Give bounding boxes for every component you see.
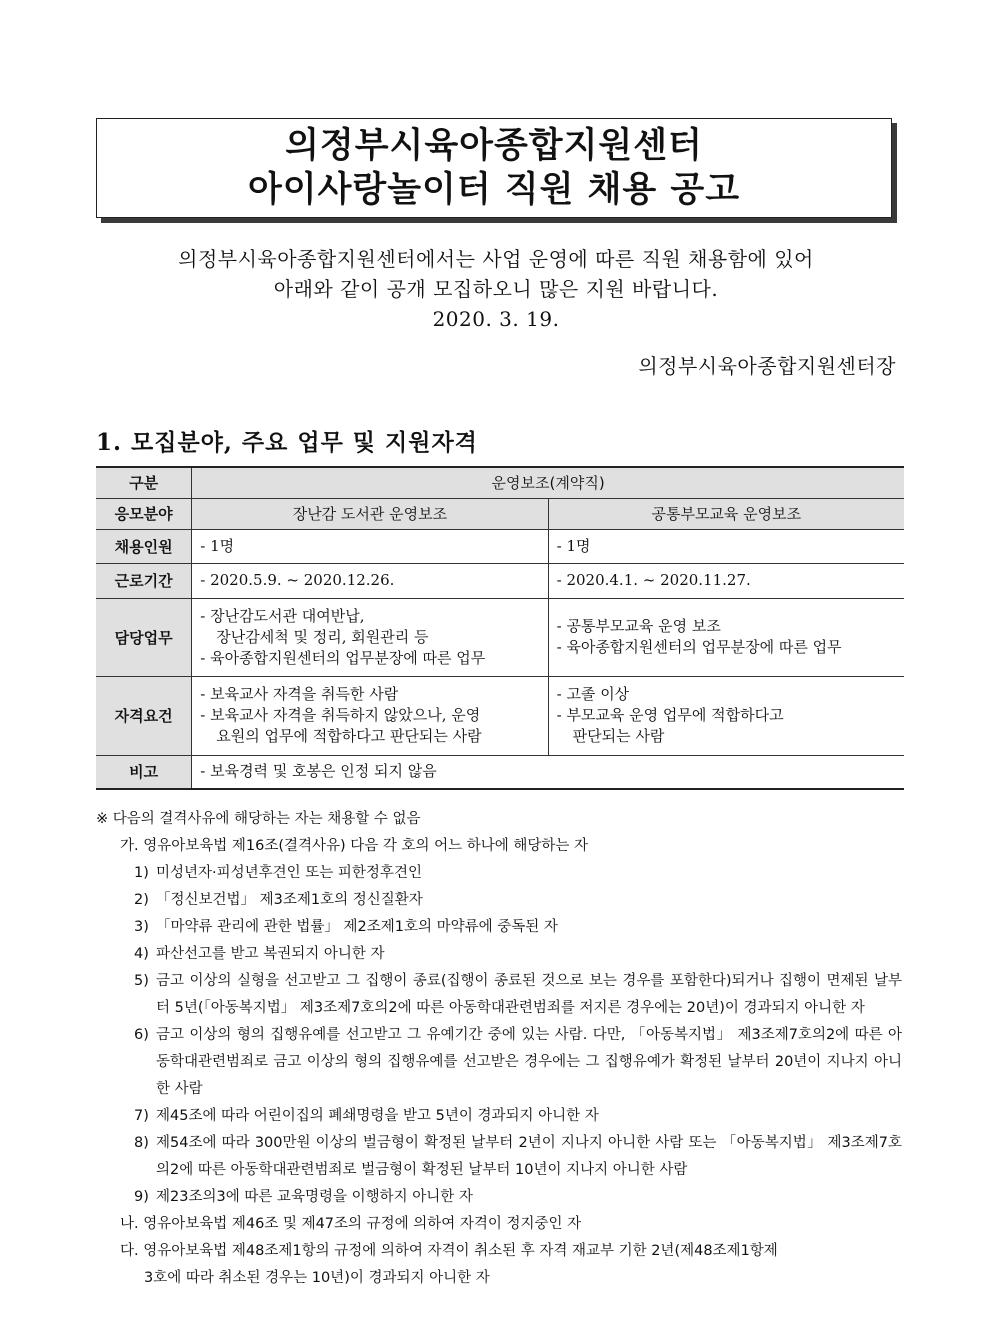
- table-row-note: [96, 755, 904, 789]
- duties-col-2-line-2: - 육아종합지원센터의 업무분장에 따른 업무: [556, 638, 842, 656]
- list-item-text: 제54조에 따라 300만원 이상의 벌금형이 확정된 날부터 2년이 지나지 아니한 사람 또는 「아동복지법」 제3조제7호의2에 따른 아동학대관련범죄로 벌금형이 확정된 날부터 10년이 지나지 아니한 사람: [156, 1135, 902, 1178]
- recruitment-table: [96, 466, 904, 790]
- table-row-field: [96, 498, 904, 529]
- list-item-number: 2): [134, 892, 149, 908]
- duties-col-1: [192, 598, 548, 676]
- list-item: [96, 860, 902, 887]
- list-item-text: 미성년자·피성년후견인 또는 피한정후견인: [156, 865, 422, 881]
- intro-line-2: 아래와 같이 공개 모집하오니 많은 지원 바랍니다.: [273, 277, 719, 301]
- qualification-col-2-line-3: 판단되는 사람: [572, 727, 665, 745]
- notes-ga: 가. 영유아보육법 제16조(결격사유) 다음 각 호의 어느 하나에 해당하는 자: [120, 838, 589, 854]
- table-row-headcount: [96, 529, 904, 563]
- title-box: [96, 118, 892, 218]
- duties-col-2-line-1: - 공통부모교육 운영 보조: [556, 617, 721, 635]
- field-col-2: 공통부모교육 운영보조: [548, 498, 904, 529]
- row-label-field: 응모분야: [96, 498, 192, 529]
- list-item: [96, 914, 902, 941]
- table-row-category: [96, 467, 904, 498]
- qualification-col-2-line-2: - 부모교육 운영 업무에 적합하다고: [556, 706, 784, 724]
- notes-da-line-2: 3호에 따라 취소된 경우는 10년)이 경과되지 아니한 자: [144, 1270, 490, 1286]
- list-item: [96, 1103, 902, 1130]
- list-item-text: 「정신보건법」 제3조제1호의 정신질환자: [156, 892, 423, 908]
- qualification-col-1: [192, 676, 548, 755]
- period-col-1: - 2020.5.9. ~ 2020.12.26.: [192, 563, 548, 598]
- headcount-col-1: - 1명: [192, 529, 548, 563]
- table-row-duties: [96, 598, 904, 676]
- row-label-headcount: 채용인원: [96, 529, 192, 563]
- list-item-number: 3): [134, 919, 149, 935]
- list-item: [96, 941, 902, 968]
- period-col-2: - 2020.4.1. ~ 2020.11.27.: [548, 563, 904, 598]
- row-label-qualification: 자격요건: [96, 676, 192, 755]
- signer: 의정부시육아종합지원센터장: [638, 354, 896, 378]
- list-item-text: 제23조의3에 따른 교육명령을 이행하지 아니한 자: [156, 1189, 473, 1205]
- list-item: [96, 1130, 902, 1184]
- headcount-col-2: - 1명: [548, 529, 904, 563]
- category-value: 운영보조(계약직): [192, 467, 904, 498]
- title-line-1: 의정부시육아종합지원센터: [285, 126, 703, 166]
- list-item-number: 4): [134, 946, 149, 962]
- list-item: [96, 887, 902, 914]
- qualification-col-2: [548, 676, 904, 755]
- note-value: - 보육경력 및 호봉은 인정 되지 않음: [192, 755, 904, 789]
- qualification-col-1-line-1: - 보육교사 자격을 취득한 사람: [200, 685, 399, 703]
- notes-main: ※ 다음의 결격사유에 해당하는 자는 채용할 수 없음: [96, 811, 421, 827]
- intro-line-1: 의정부시육아종합지원센터에서는 사업 운영에 따른 직원 채용함에 있어: [178, 247, 814, 271]
- list-item-number: 9): [134, 1189, 149, 1205]
- notes-da-line-1: 다. 영유아보육법 제48조제1항의 규정에 의하여 자격이 취소된 후 자격 재교부 기한 2년(제48조제1항제: [120, 1243, 778, 1259]
- table-row-qualification: [96, 676, 904, 755]
- row-label-category: 구분: [96, 467, 192, 498]
- duties-col-1-line-2: 장난감세척 및 정리, 회원관리 등: [216, 627, 429, 646]
- list-item-text: 「마약류 관리에 관한 법률」 제2조제1호의 마약류에 중독된 자: [156, 919, 558, 935]
- list-item-number: 1): [134, 865, 149, 881]
- title-line-2: 아이사랑놀이터 직원 채용 공고: [247, 170, 741, 210]
- list-item-number: 5): [134, 973, 149, 989]
- field-col-1: 장난감 도서관 운영보조: [192, 498, 548, 529]
- intro-block: [100, 244, 892, 334]
- section-1-heading: 1. 모집분야, 주요 업무 및 지원자격: [96, 429, 478, 456]
- disqualification-notes: [96, 806, 902, 1292]
- list-item-number: 6): [134, 1027, 149, 1043]
- list-item-text: 파산선고를 받고 복권되지 아니한 자: [156, 946, 385, 962]
- list-item: [96, 1184, 902, 1211]
- row-label-period: 근로기간: [96, 563, 192, 598]
- list-item-text: 금고 이상의 실형을 선고받고 그 집행이 종료(집행이 종료된 것으로 보는 경우를 포함한다)되거나 집행이 면제된 날부터 5년(「아동복지법」 제3조제7호의2에 따른 아동학대관련범죄를 저지른 경우에는 20년)이 경과되지 아니한 자: [156, 973, 902, 1016]
- table-row-period: [96, 563, 904, 598]
- row-label-duties: 담당업무: [96, 598, 192, 676]
- announcement-date: 2020. 3. 19.: [432, 307, 560, 331]
- qualification-col-1-line-3: 요원의 업무에 적합하다고 판단되는 사람: [216, 727, 482, 745]
- list-item-number: 7): [134, 1108, 149, 1124]
- list-item-number: 8): [134, 1135, 149, 1151]
- duties-col-2: [548, 598, 904, 676]
- list-item: [96, 968, 902, 1022]
- list-item-text: 제45조에 따라 어린이집의 폐쇄명령을 받고 5년이 경과되지 아니한 자: [156, 1108, 599, 1124]
- list-item: [96, 1022, 902, 1103]
- qualification-col-1-line-2: - 보육교사 자격을 취득하지 않았으나, 운영: [200, 706, 481, 724]
- row-label-note: 비고: [96, 755, 192, 789]
- list-item-text: 금고 이상의 형의 집행유예를 선고받고 그 유예기간 중에 있는 사람. 다만, 「아동복지법」 제3조제7호의2에 따른 아동학대관련범죄로 금고 이상의 형의 집행유예를 선고받은 경우에는 그 집행유예가 확정된 날부터 20년이 지나지 아니한 사람: [156, 1027, 902, 1097]
- notes-na: 나. 영유아보육법 제46조 및 제47조의 규정에 의하여 자격이 정지중인 자: [120, 1216, 582, 1232]
- qualification-col-2-line-1: - 고졸 이상: [556, 685, 630, 703]
- duties-col-1-line-3: - 육아종합지원센터의 업무분장에 따른 업무: [200, 648, 486, 667]
- duties-col-1-line-1: - 장난감도서관 대여반납,: [200, 606, 365, 625]
